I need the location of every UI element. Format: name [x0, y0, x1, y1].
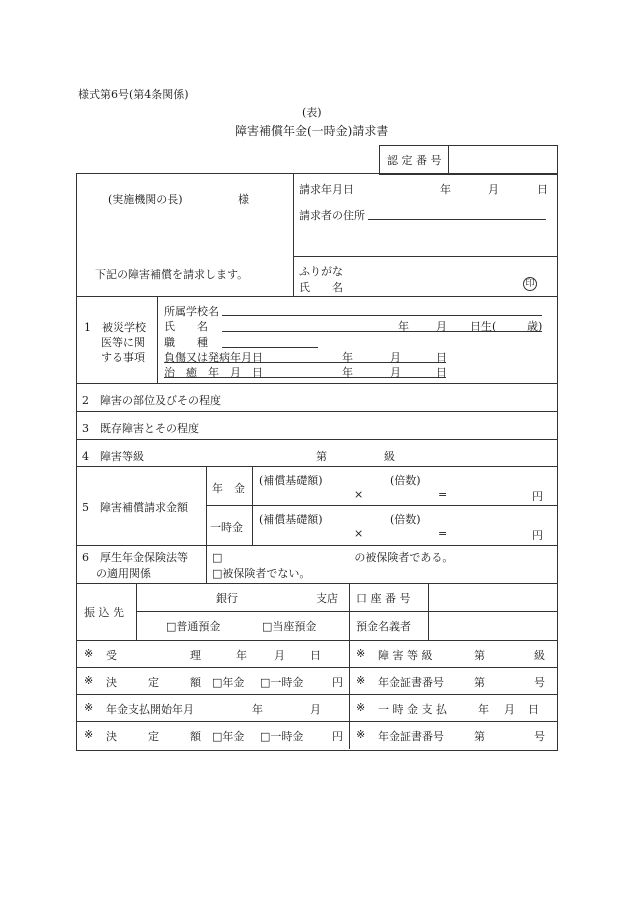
lump-yen: 円	[532, 529, 543, 542]
address-label: 請求者の住所	[299, 209, 365, 222]
office-r3-mark-r: ※	[356, 701, 366, 714]
page-title: 障害補償年金(一時金)請求書	[235, 124, 389, 138]
lump-x: ×	[354, 527, 364, 540]
office-r4-yen: 円	[332, 730, 343, 743]
pension-eq: =	[438, 488, 448, 501]
lump-eq: =	[438, 527, 448, 540]
office-pay-start-year: 年	[252, 703, 263, 716]
bank-label: 振 込 先	[84, 606, 124, 619]
cure-date-label: 治 癒 年 月 日	[164, 366, 263, 379]
furigana-label: ふりがな	[299, 265, 343, 278]
injury-date-line[interactable]	[164, 362, 446, 363]
office-lump-pay-month: 月	[504, 703, 515, 716]
pension-times: (倍数)	[390, 474, 421, 487]
office-received: 受	[106, 649, 117, 662]
birth-age: 歳)	[527, 320, 543, 333]
injury-date-label: 負傷又は発病年月日	[164, 351, 263, 364]
section1-label-2: 医等に関	[101, 336, 145, 349]
request-day: 日	[537, 183, 548, 196]
office-r4-dai: 第	[474, 730, 485, 743]
seal-mark: 印	[523, 277, 537, 291]
office-pay-start-month: 月	[310, 703, 321, 716]
birth-month: 月	[436, 320, 447, 333]
office-r4-pension-option[interactable]: □年金	[212, 730, 245, 743]
injury-year: 年	[342, 351, 353, 364]
office-grade-label: 障 害 等 級	[378, 649, 433, 662]
current-deposit-option[interactable]: □当座預金	[262, 620, 317, 633]
section5-label: 5 障害補償請求金額	[82, 501, 188, 514]
cure-year: 年	[342, 366, 353, 379]
office-r1-month: 月	[274, 649, 285, 662]
section6-label-2: の適用関係	[96, 567, 151, 580]
grade-dai: 第	[316, 450, 327, 463]
section2-label: 2 障害の部位及びその程度	[82, 394, 221, 407]
ordinary-deposit-option[interactable]: □普通預金	[166, 620, 221, 633]
injury-day: 日	[436, 351, 447, 364]
office-received-2: 理	[190, 649, 201, 662]
office-r2-pension-option[interactable]: □年金	[212, 676, 245, 689]
section4-label: 4 障害等級	[82, 450, 144, 463]
job-label: 職 種	[164, 336, 208, 349]
lump-base: (補償基礎額)	[259, 513, 323, 526]
name-label: 氏 名	[299, 281, 343, 294]
office-r4-mark-r: ※	[356, 728, 366, 741]
account-number-label: 口 座 番 号	[356, 592, 411, 605]
bank-name-label: 銀行	[216, 592, 238, 605]
pension-x: ×	[354, 488, 364, 501]
injury-month: 月	[390, 351, 401, 364]
face-label: (表)	[302, 106, 322, 119]
request-month: 月	[488, 183, 499, 196]
pension-base: (補償基礎額)	[259, 474, 323, 487]
pension-yen: 円	[532, 490, 543, 503]
office-r1-mark: ※	[84, 647, 94, 660]
office-r4-decided-2: 定	[148, 730, 159, 743]
office-r1-day: 日	[310, 649, 321, 662]
office-r4-go: 号	[534, 730, 545, 743]
form-number: 様式第6号(第4条関係)	[78, 88, 189, 101]
office-pay-start-label: 年金支払開始年月	[106, 703, 194, 716]
office-grade-kyu: 級	[534, 649, 545, 662]
section6-label-1: 6 厚生年金保険法等	[82, 551, 188, 564]
office-decided-3: 額	[190, 676, 201, 689]
section1-label-1: 1 被災学校	[84, 321, 146, 334]
office-decided-1: 決	[106, 676, 117, 689]
office-r1-mark-r: ※	[356, 647, 366, 660]
birth-day: 日生(	[470, 320, 497, 333]
cure-month: 月	[390, 366, 401, 379]
request-date-label: 請求年月日	[299, 183, 354, 196]
office-r2-lump-option[interactable]: □一時金	[260, 676, 304, 689]
office-r2-mark: ※	[84, 674, 94, 687]
office-r4-mark: ※	[84, 728, 94, 741]
office-r4-decided-3: 額	[190, 730, 201, 743]
section3-label: 3 既存障害とその程度	[82, 422, 199, 435]
lump-type: 一時金	[210, 521, 243, 534]
school-line[interactable]	[222, 315, 542, 316]
account-holder-label: 預金名義者	[356, 620, 411, 633]
school-label: 所属学校名	[164, 305, 219, 318]
office-r2-go: 号	[534, 676, 545, 689]
office-lump-pay-label: 一 時 金 支 払	[378, 703, 447, 716]
lump-times: (倍数)	[390, 513, 421, 526]
birth-year: 年	[398, 320, 409, 333]
office-r4-decided-1: 決	[106, 730, 117, 743]
pension-type: 年 金	[212, 482, 245, 495]
office-r2-cert-label: 年金証書番号	[378, 676, 444, 689]
branch-label: 支店	[316, 592, 338, 605]
office-r4-cert-label: 年金証書番号	[378, 730, 444, 743]
cure-date-line[interactable]	[164, 377, 446, 378]
victim-name-label: 氏 名	[164, 320, 208, 333]
insured-option[interactable]: □ の被保険者である。	[212, 551, 454, 564]
office-decided-2: 定	[148, 676, 159, 689]
cure-day: 日	[436, 366, 447, 379]
addressee-head: (実施機関の長)	[108, 193, 183, 206]
office-r1-year: 年	[236, 649, 247, 662]
office-lump-pay-day: 日	[528, 703, 539, 716]
request-statement: 下記の障害補償を請求します。	[95, 268, 249, 281]
request-year: 年	[440, 183, 451, 196]
address-line[interactable]	[368, 219, 546, 220]
job-line[interactable]	[222, 347, 318, 348]
section1-label-3: する事項	[101, 351, 145, 364]
office-lump-pay-year: 年	[478, 703, 489, 716]
office-r2-yen: 円	[332, 676, 343, 689]
grade-kyu: 級	[384, 450, 395, 463]
office-r2-dai: 第	[474, 676, 485, 689]
cert-number-label: 認 定 番 号	[387, 154, 442, 167]
addressee-sama: 様	[238, 193, 249, 206]
office-r3-mark: ※	[84, 701, 94, 714]
office-r4-lump-option[interactable]: □一時金	[260, 730, 304, 743]
office-r2-mark-r: ※	[356, 674, 366, 687]
not-insured-option[interactable]: □被保険者でない。	[212, 567, 311, 580]
office-grade-dai: 第	[474, 649, 485, 662]
